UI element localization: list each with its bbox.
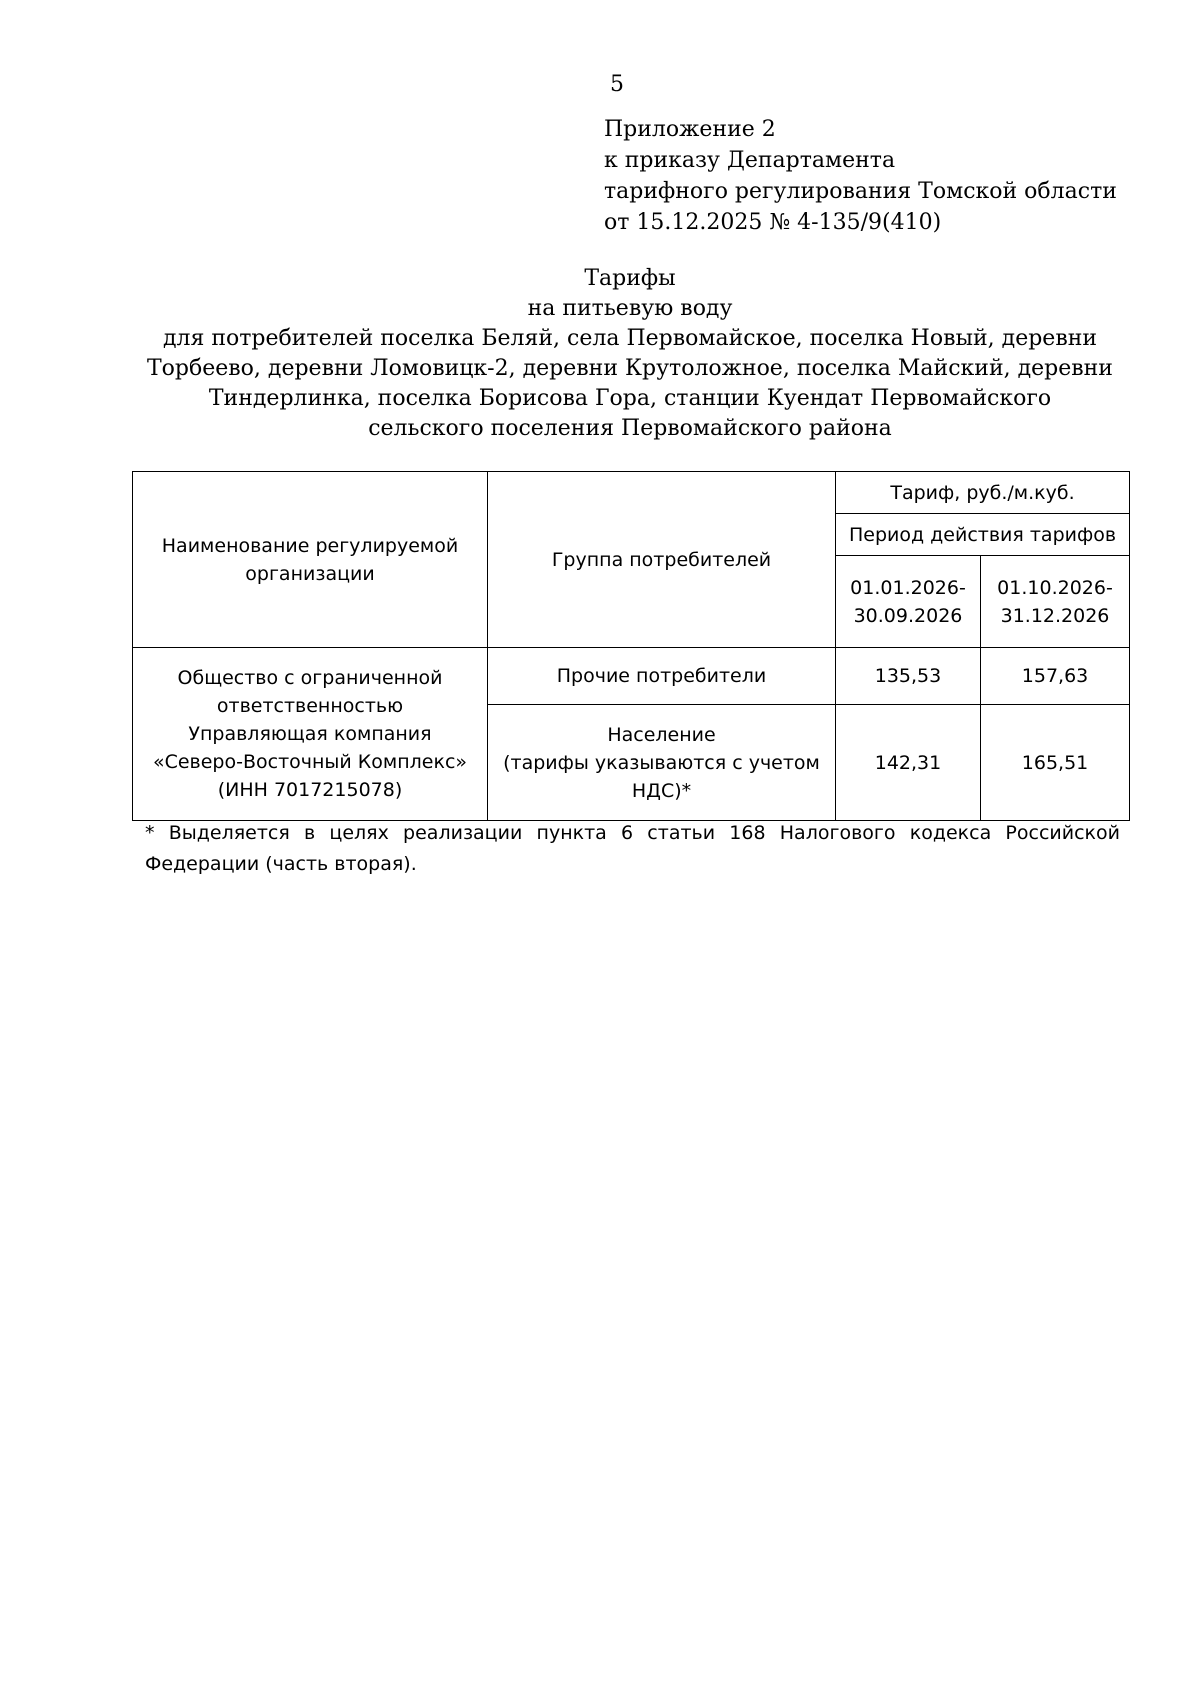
document-title	[0, 264, 1200, 444]
consumer-group-line-3: НДС)*	[631, 779, 692, 802]
header-organization: Наименование регулируемой организации	[133, 472, 488, 648]
title-line-6: сельского поселения Первомайского района	[368, 416, 892, 441]
period-1-end: 30.09.2026	[853, 604, 963, 627]
period-2-start: 01.10.2026-	[997, 576, 1113, 599]
appendix-line-1: Приложение 2	[604, 117, 776, 142]
consumer-group-cell	[488, 705, 836, 821]
title-line-4: Торбеево, деревни Ломовицк-2, деревни Крутоложное, поселка Майский, деревни	[147, 356, 1113, 381]
table-row	[133, 648, 1130, 705]
organization-line-5: (ИНН 7017215078)	[217, 779, 403, 801]
tariff-value-cell: 142,31	[836, 705, 981, 821]
period-1-start: 01.01.2026-	[850, 576, 966, 599]
tariff-value-cell: 135,53	[836, 648, 981, 705]
title-line-5: Тиндерлинка, поселка Борисова Гора, станции Куендат Первомайского	[208, 386, 1052, 411]
footnote: * Выделяется в целях реализации пункта 6 статьи 168 Налогового кодекса Российской Федерации (часть вторая).	[145, 822, 1120, 875]
organization-line-2: ответственностью	[216, 695, 404, 717]
consumer-group-line-2: (тарифы указываются с учетом	[503, 751, 820, 774]
header-period-2	[981, 556, 1130, 648]
organization-cell	[133, 648, 488, 821]
appendix-line-4: от 15.12.2025 № 4-135/9(410)	[604, 210, 942, 235]
consumer-group-cell: Прочие потребители	[488, 648, 836, 705]
period-2-end: 31.12.2026	[1000, 604, 1110, 627]
header-tariff: Тариф, руб./м.куб.	[836, 472, 1130, 514]
appendix-line-3: тарифного регулирования Томской области	[604, 179, 1117, 204]
consumer-group-line-1: Население	[607, 723, 716, 746]
organization-line-3: Управляющая компания	[188, 723, 432, 745]
header-period: Период действия тарифов	[836, 514, 1130, 556]
page-number: 5	[610, 72, 624, 97]
tariff-value-cell: 157,63	[981, 648, 1130, 705]
organization-line-1: Общество с ограниченной	[177, 667, 443, 689]
header-period-1	[836, 556, 981, 648]
tariff-value-cell: 165,51	[981, 705, 1130, 821]
tariff-table	[132, 471, 1130, 821]
appendix-reference	[604, 114, 1117, 238]
title-line-1: Тарифы	[584, 266, 676, 291]
organization-line-4: «Северо-Восточный Комплекс»	[152, 751, 468, 773]
title-line-3: для потребителей поселка Беляй, села Первомайское, поселка Новый, деревни	[162, 326, 1098, 351]
appendix-line-2: к приказу Департамента	[604, 148, 896, 173]
title-line-2: на питьевую воду	[527, 296, 733, 321]
header-consumer-group: Группа потребителей	[488, 472, 836, 648]
